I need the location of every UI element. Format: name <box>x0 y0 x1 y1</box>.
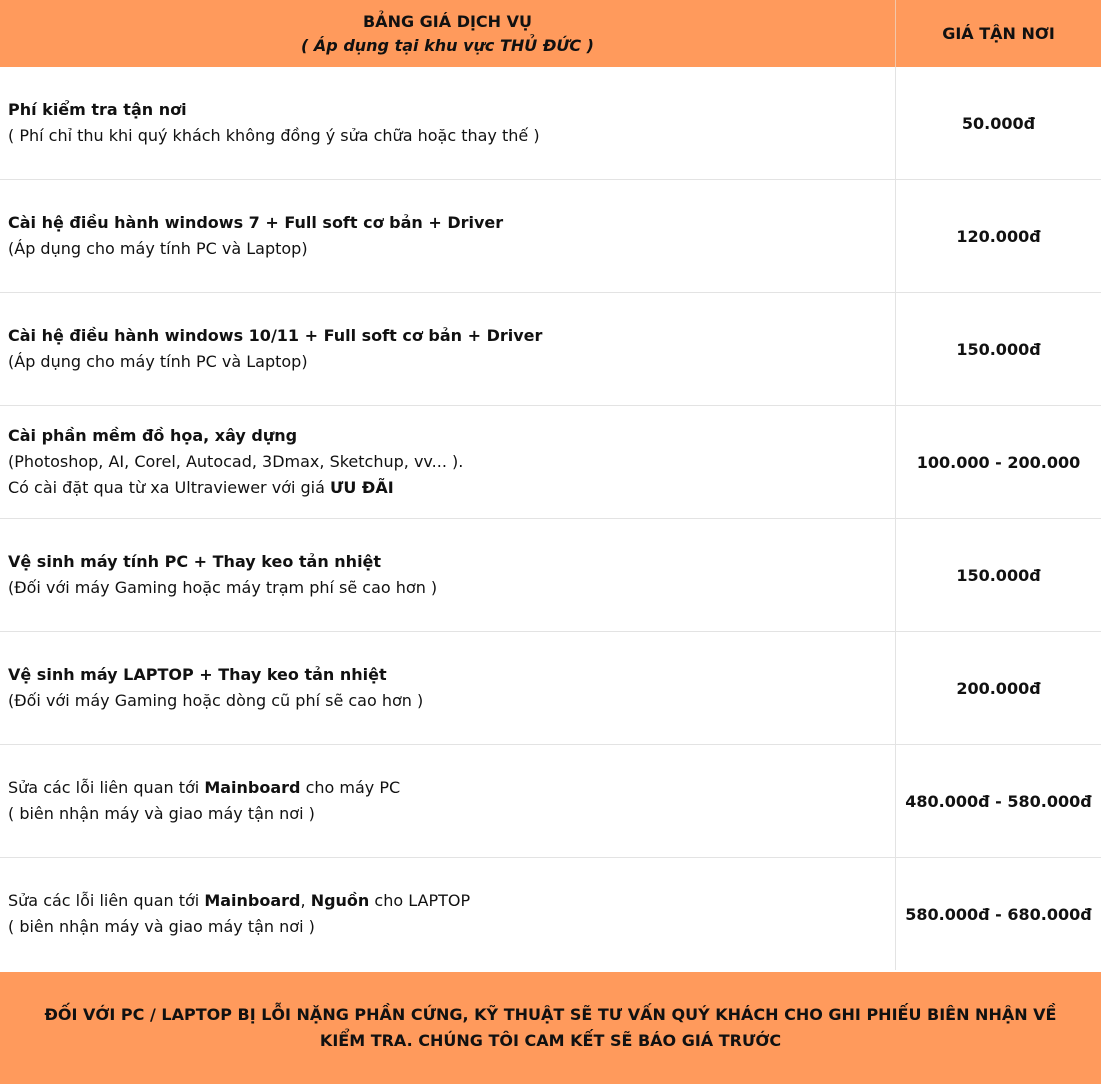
table-row <box>0 180 1101 293</box>
price-cell: 100.000 - 200.000 <box>916 452 1081 472</box>
table-row <box>0 632 1101 745</box>
service-title-suffix: cho máy PC <box>300 778 401 797</box>
service-title-prefix: Sửa các lỗi liên quan tới <box>8 891 205 910</box>
table-header <box>0 0 1101 67</box>
table-row <box>0 519 1101 632</box>
service-extra <box>8 475 887 501</box>
service-note: (Đối với máy Gaming hoặc máy trạm phí sẽ cao hơn ) <box>8 578 438 597</box>
table-row <box>0 858 1101 970</box>
table-row <box>0 293 1101 406</box>
table-row <box>0 745 1101 858</box>
table-row <box>0 67 1101 180</box>
price-cell: 580.000đ - 680.000đ <box>905 904 1092 924</box>
service-note: (Photoshop, AI, Corel, Autocad, 3Dmax, Sketchup, vv... ). <box>8 452 464 471</box>
table-body <box>0 67 1101 970</box>
service-title: Phí kiểm tra tận nơi <box>8 100 187 119</box>
service-title: Cài phần mềm đồ họa, xây dựng <box>8 426 298 445</box>
service-title-highlight: Mainboard <box>204 778 301 797</box>
price-cell: 150.000đ <box>956 565 1041 585</box>
service-title: Cài hệ điều hành windows 7 + Full soft cơ bản + Driver <box>8 213 504 232</box>
service-note: ( biên nhận máy và giao máy tận nơi ) <box>8 804 315 823</box>
service-cell <box>0 858 896 970</box>
service-column-header <box>0 0 896 67</box>
service-title-suffix: cho LAPTOP <box>369 891 471 910</box>
service-note: (Áp dụng cho máy tính PC và Laptop) <box>8 352 308 371</box>
service-note: (Áp dụng cho máy tính PC và Laptop) <box>8 239 308 258</box>
service-title-highlight-2: Nguồn <box>310 891 370 910</box>
service-title <box>8 888 887 914</box>
table-row <box>0 406 1101 519</box>
service-title <box>8 775 887 801</box>
service-title: Vệ sinh máy LAPTOP + Thay keo tản nhiệt <box>8 665 387 684</box>
service-cell <box>0 632 896 744</box>
price-cell: 150.000đ <box>956 339 1041 359</box>
service-extra-text: Có cài đặt qua từ xa Ultraviewer với giá <box>8 478 330 497</box>
service-cell <box>0 519 896 631</box>
service-note: ( Phí chỉ thu khi quý khách không đồng ý sửa chữa hoặc thay thế ) <box>8 126 540 145</box>
service-note: ( biên nhận máy và giao máy tận nơi ) <box>8 917 315 936</box>
service-cell <box>0 406 896 518</box>
service-cell <box>0 180 896 292</box>
price-column-header: GIÁ TẬN NƠI <box>942 24 1055 43</box>
service-note: (Đối với máy Gaming hoặc dòng cũ phí sẽ cao hơn ) <box>8 691 424 710</box>
service-title-highlight: Mainboard <box>204 891 301 910</box>
footer-notice <box>0 972 1101 1084</box>
service-extra-highlight: ƯU ĐÃI <box>330 478 394 497</box>
service-title-separator: , <box>300 891 311 910</box>
table-title: BẢNG GIÁ DỊCH VỤ <box>362 11 533 31</box>
service-title-prefix: Sửa các lỗi liên quan tới <box>8 778 205 797</box>
footer-notice-text: ĐỐI VỚI PC / LAPTOP BỊ LỖI NẶNG PHẦN CỨNG, KỸ THUẬT SẼ TƯ VẤN QUÝ KHÁCH CHO GHI PHIẾU BIÊN NHẬN VỀ KIỂM TRA. CHÚNG TÔI CAM KẾT SẼ BÁO GIÁ TRƯỚC <box>44 1005 1057 1050</box>
price-cell: 480.000đ - 580.000đ <box>905 791 1092 811</box>
service-title: Vệ sinh máy tính PC + Thay keo tản nhiệt <box>8 552 382 571</box>
table-subtitle: ( Áp dụng tại khu vực THỦ ĐỨC ) <box>301 35 594 55</box>
service-title: Cài hệ điều hành windows 10/11 + Full soft cơ bản + Driver <box>8 326 543 345</box>
price-cell: 120.000đ <box>956 226 1041 246</box>
price-cell: 50.000đ <box>961 113 1036 133</box>
service-cell <box>0 293 896 405</box>
service-cell <box>0 745 896 857</box>
price-cell: 200.000đ <box>956 678 1041 698</box>
service-cell <box>0 67 896 179</box>
